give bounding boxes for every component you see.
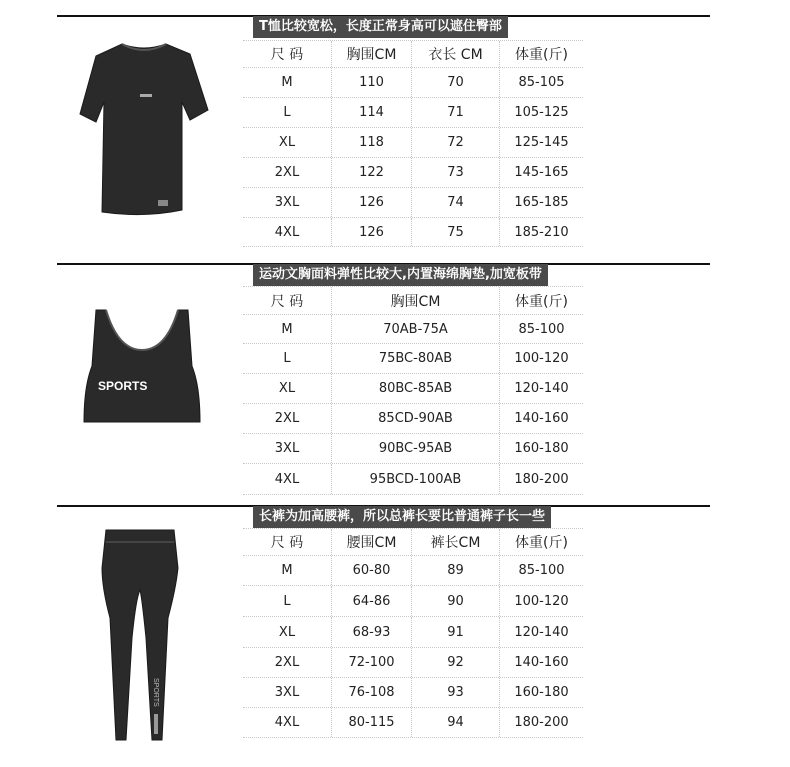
- header-size: 尺 码: [270, 47, 304, 63]
- cell-weight: 100-120: [499, 586, 583, 616]
- cell-weight: 160-180: [499, 434, 583, 463]
- cell-waist: 64-86: [331, 586, 411, 616]
- header-length: 衣长 CM: [411, 41, 499, 67]
- cell-size: 2XL: [274, 411, 300, 426]
- header-weight: 体重(斤): [499, 41, 583, 67]
- table-row: [243, 374, 583, 404]
- cell-weight: 180-200: [499, 464, 583, 494]
- table-header-row: [243, 287, 583, 315]
- header-weight: 体重(斤): [499, 287, 583, 314]
- cell-weight: 145-165: [499, 158, 583, 187]
- cell-weight: 125-145: [499, 128, 583, 157]
- cell-chest: 75BC-80AB: [331, 344, 499, 373]
- cell-length: 71: [411, 98, 499, 127]
- cell-size: 2XL: [274, 165, 300, 180]
- table-row: [243, 464, 583, 495]
- cell-weight: 180-200: [499, 708, 583, 737]
- leggings-image: [96, 528, 184, 744]
- tshirt-image: [78, 40, 210, 216]
- cell-chest: 118: [331, 128, 411, 157]
- table-row: [243, 218, 583, 247]
- tshirt-size-table: [243, 40, 583, 246]
- cell-length: 94: [411, 708, 499, 737]
- header-size: 尺 码: [270, 535, 304, 551]
- cell-chest: 70AB-75A: [331, 315, 499, 343]
- cell-weight: 120-140: [499, 617, 583, 647]
- table-row: [243, 556, 583, 586]
- table-row: [243, 128, 583, 158]
- cell-size: XL: [278, 381, 296, 396]
- sports-bra-image: [80, 306, 204, 430]
- cell-size: 3XL: [274, 195, 300, 210]
- table-row: [243, 158, 583, 188]
- cell-chest: 80BC-85AB: [331, 374, 499, 403]
- cell-waist: 60-80: [331, 556, 411, 585]
- cell-size: XL: [278, 624, 296, 640]
- cell-weight: 185-210: [499, 218, 583, 246]
- tshirt-banner: T恤比较宽松，长度正常身高可以遮住臀部: [253, 16, 508, 38]
- cell-weight: 140-160: [499, 404, 583, 433]
- leggings-logo: SPORTS: [152, 678, 159, 707]
- cell-weight: 160-180: [499, 678, 583, 707]
- table-header-row: [243, 41, 583, 68]
- table-row: [243, 434, 583, 464]
- cell-length: 74: [411, 188, 499, 217]
- table-row: [243, 315, 583, 344]
- header-size: 尺 码: [270, 293, 304, 310]
- cell-length: 70: [411, 68, 499, 97]
- cell-weight: 120-140: [499, 374, 583, 403]
- table-row: [243, 404, 583, 434]
- cell-chest: 85CD-90AB: [331, 404, 499, 433]
- bra-banner: 运动文胸面料弹性比较大,内置海绵胸垫,加宽板带: [253, 264, 548, 286]
- cell-chest: 126: [331, 188, 411, 217]
- cell-size: M: [281, 563, 293, 578]
- table-header-row: [243, 529, 583, 556]
- cell-size: L: [283, 351, 291, 366]
- cell-waist: 76-108: [331, 678, 411, 707]
- bra-size-table: [243, 286, 583, 494]
- cell-size: M: [281, 321, 293, 337]
- cell-weight: 85-100: [499, 315, 583, 343]
- table-row: [243, 98, 583, 128]
- cell-length: 91: [411, 617, 499, 647]
- cell-chest: 122: [331, 158, 411, 187]
- cell-weight: 105-125: [499, 98, 583, 127]
- table-row: [243, 678, 583, 708]
- cell-weight: 165-185: [499, 188, 583, 217]
- cell-weight: 140-160: [499, 648, 583, 677]
- cell-size: L: [283, 105, 291, 120]
- cell-chest: 126: [331, 218, 411, 246]
- pants-banner: 长裤为加高腰裤，所以总裤长要比普通裤子长一些: [253, 506, 551, 528]
- table-row: [243, 708, 583, 738]
- cell-size: 4XL: [274, 471, 300, 487]
- header-chest: 胸围CM: [331, 287, 499, 314]
- cell-size: 4XL: [274, 224, 300, 240]
- cell-size: 3XL: [274, 685, 300, 700]
- table-row: [243, 586, 583, 617]
- table-row: [243, 188, 583, 218]
- cell-weight: 100-120: [499, 344, 583, 373]
- cell-chest: 114: [331, 98, 411, 127]
- cell-chest: 110: [331, 68, 411, 97]
- bra-logo: SPORTS: [98, 379, 148, 393]
- cell-chest: 95BCD-100AB: [331, 464, 499, 494]
- cell-weight: 85-100: [499, 556, 583, 585]
- pants-size-table: [243, 528, 583, 737]
- header-chest: 胸围CM: [331, 41, 411, 67]
- table-row: [243, 68, 583, 98]
- cell-size: 3XL: [274, 441, 300, 456]
- cell-waist: 72-100: [331, 648, 411, 677]
- cell-length: 75: [411, 218, 499, 246]
- cell-size: 2XL: [274, 655, 300, 670]
- cell-size: XL: [278, 135, 296, 150]
- cell-waist: 80-115: [331, 708, 411, 737]
- cell-weight: 85-105: [499, 68, 583, 97]
- cell-length: 73: [411, 158, 499, 187]
- cell-length: 93: [411, 678, 499, 707]
- cell-size: L: [283, 593, 291, 609]
- header-waist: 腰围CM: [331, 529, 411, 555]
- table-row: [243, 648, 583, 678]
- cell-length: 89: [411, 556, 499, 585]
- table-row: [243, 344, 583, 374]
- cell-waist: 68-93: [331, 617, 411, 647]
- table-row: [243, 617, 583, 648]
- cell-length: 92: [411, 648, 499, 677]
- header-length: 裤长CM: [411, 529, 499, 555]
- cell-size: 4XL: [274, 715, 300, 730]
- cell-length: 90: [411, 586, 499, 616]
- cell-size: M: [281, 75, 293, 90]
- header-weight: 体重(斤): [499, 529, 583, 555]
- cell-chest: 90BC-95AB: [331, 434, 499, 463]
- cell-length: 72: [411, 128, 499, 157]
